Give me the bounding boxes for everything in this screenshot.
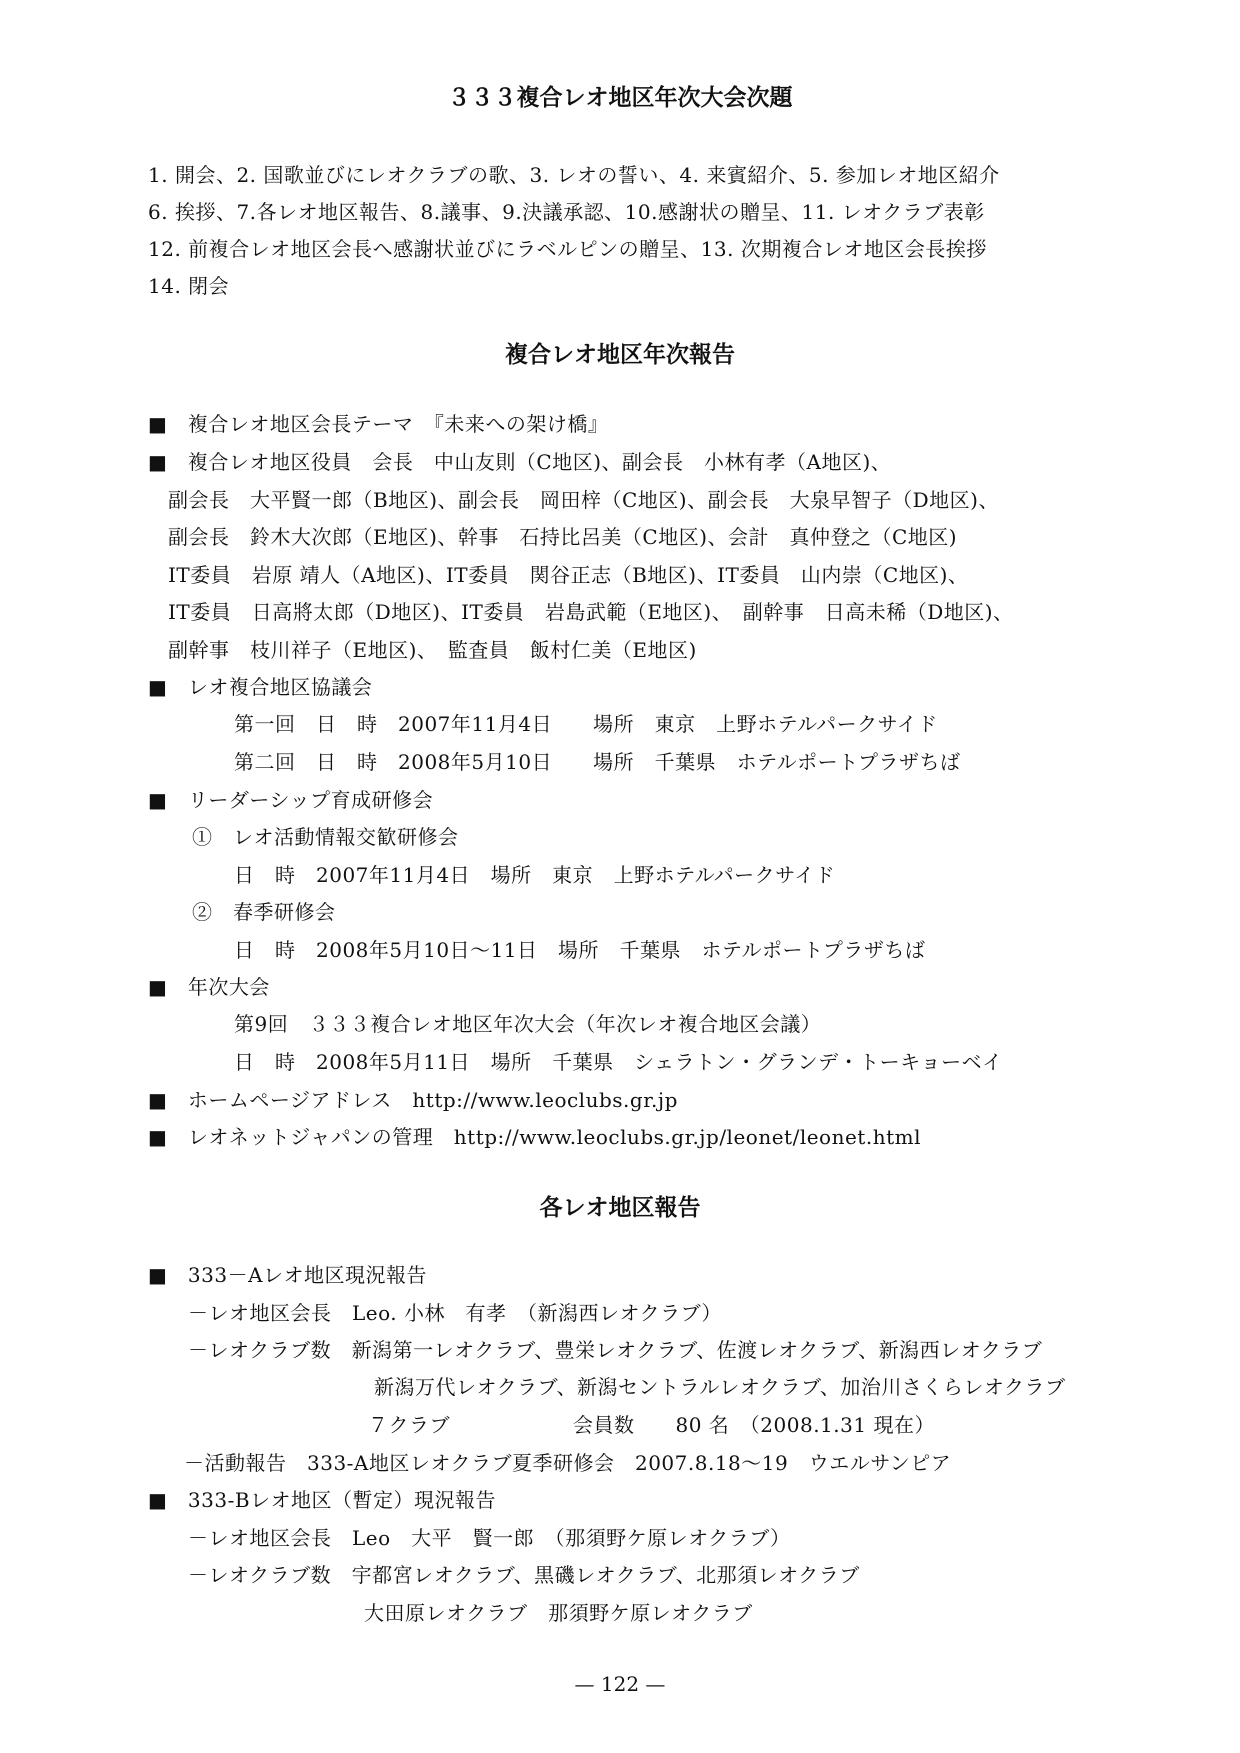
report-officers: ■ 複合レオ地区役員 会長 中山友則（C地区)、副会長 小林有孝（A地区)、 xyxy=(148,450,892,474)
report-officers-line-3: 副会長 鈴木大次郎（E地区)、幹事 石持比呂美（C地区)、会計 真仲登之（C地区) xyxy=(168,525,958,549)
district-b-clubs-line-2: 大田原レオクラブ 那須野ケ原レオクラブ xyxy=(364,1601,753,1625)
convention-name: 第9回 ３３３複合レオ地区年次大会（年次レオ複合地区会議） xyxy=(234,1012,822,1036)
agenda-line-4: 14. 閉会 xyxy=(148,274,230,298)
district-reports-title: 各レオ地区報告 xyxy=(539,1194,701,1221)
district-a-clubs-line-2: 新潟万代レオクラブ、新潟セントラルレオクラブ、加治川さくらレオクラブ xyxy=(374,1375,1066,1399)
council-second: 第二回 日 時 2008年5月10日 場所 千葉県 ホテルポートプラザちば xyxy=(234,750,961,774)
district-b-president: －レオ地区会長 Leo 大平 賢一郎 （那須野ケ原レオクラブ） xyxy=(188,1526,791,1550)
district-b-clubs: －レオクラブ数 宇都宮レオクラブ、黒磯レオクラブ、北那須レオクラブ xyxy=(188,1563,860,1587)
report-officers-line-4: IT委員 岩原 靖人（A地区)、IT委員 関谷正志（B地区)、IT委員 山内崇（C地区)、 xyxy=(168,563,969,587)
leadership-item-1-detail: 日 時 2007年11月4日 場所 東京 上野ホテルパークサイド xyxy=(234,863,836,887)
homepage-address: ■ ホームページアドレス http://www.leoclubs.gr.jp xyxy=(148,1088,678,1112)
agenda-title: ３３３複合レオ地区年次大会次題 xyxy=(447,84,793,111)
leadership-item-2-detail: 日 時 2008年5月10日～11日 場所 千葉県 ホテルポートプラザちば xyxy=(234,938,926,962)
district-a-activity: －活動報告 333-A地区レオクラブ夏季研修会 2007.8.18～19 ウエルサンピア xyxy=(184,1451,952,1475)
convention-heading: ■ 年次大会 xyxy=(148,975,270,999)
leonet-management: ■ レオネットジャパンの管理 http://www.leoclubs.gr.jp/leonet/leonet.html xyxy=(148,1125,921,1149)
agenda-line-1: 1. 開会、2. 国歌並びにレオクラブの歌、3. レオの誓い、4. 来賓紹介、5. 参加レオ地区紹介 xyxy=(148,163,1000,187)
district-a-president: －レオ地区会長 Leo. 小林 有孝 （新潟西レオクラブ） xyxy=(188,1301,722,1325)
leadership-item-2: ② 春季研修会 xyxy=(192,900,336,924)
report-officers-line-6: 副幹事 枝川祥子（E地区)、 監査員 飯村仁美（E地区) xyxy=(168,638,697,662)
agenda-line-2: 6. 挨拶、7.各レオ地区報告、8.議事、9.決議承認、10.感謝状の贈呈、11. レオクラブ表彰 xyxy=(148,200,985,224)
district-a-heading: ■ 333－Aレオ地区現況報告 xyxy=(148,1263,428,1287)
agenda-line-3: 12. 前複合レオ地区会長へ感謝状並びにラベルピンの贈呈、13. 次期複合レオ地区会長挨拶 xyxy=(148,237,987,261)
report-theme: ■ 複合レオ地区会長テーマ 『未来への架け橋』 xyxy=(148,412,609,436)
page-number: — 122 — xyxy=(574,1672,666,1696)
district-b-heading: ■ 333-Bレオ地区（暫定）現況報告 xyxy=(148,1488,497,1512)
district-a-members: ７クラブ 会員数 80 名 （2008.1.31 現在） xyxy=(368,1413,935,1437)
report-officers-line-2: 副会長 大平賢一郎（B地区)、副会長 岡田梓（C地区)、副会長 大泉早智子（D地区)、 xyxy=(168,488,999,512)
leadership-heading: ■ リーダーシップ育成研修会 xyxy=(148,788,434,812)
convention-detail: 日 時 2008年5月11日 場所 千葉県 シェラトン・グランデ・トーキョーベイ xyxy=(234,1050,1003,1074)
report-officers-line-5: IT委員 日高將太郎（D地区)、IT委員 岩島武範（E地区)、 副幹事 日高未稀（D地区)、 xyxy=(168,600,1014,624)
council-first: 第一回 日 時 2007年11月4日 場所 東京 上野ホテルパークサイド xyxy=(234,712,938,736)
leadership-item-1: ① レオ活動情報交歓研修会 xyxy=(192,825,459,849)
council-heading: ■ レオ複合地区協議会 xyxy=(148,675,373,699)
district-a-clubs: －レオクラブ数 新潟第一レオクラブ、豊栄レオクラブ、佐渡レオクラブ、新潟西レオクラブ xyxy=(188,1338,1043,1362)
annual-report-title: 複合レオ地区年次報告 xyxy=(505,341,735,368)
